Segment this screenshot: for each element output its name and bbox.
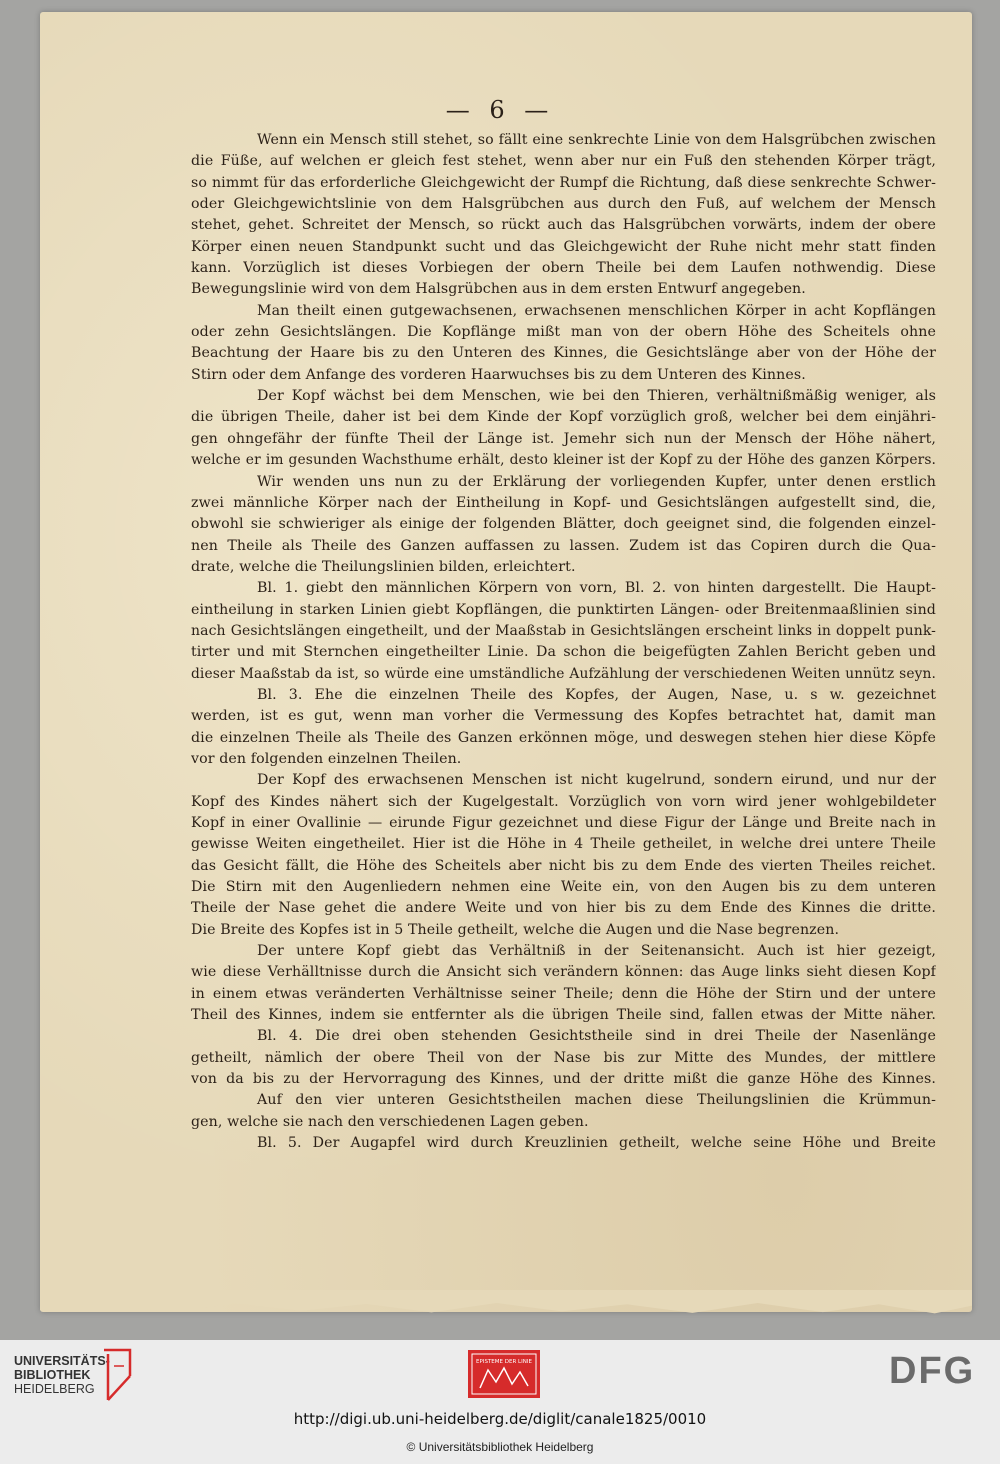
text-line: vor den folgenden einzelnen Theilen. [191,750,462,767]
text-line: kann. Vorzüglich ist dieses Vorbiegen der obern Theile bei dem Laufen nothwendig. Diese [191,260,936,277]
text-line: Der Kopf des erwachsenen Menschen ist nicht kugelrund, sondern eirund, und nur der [257,772,936,789]
text-line: die einzelnen Theile als Theile des Ganzen erkönnen möge, und deswegen stehen hier diese Köpfe [191,729,936,746]
text-line: Der untere Kopf giebt das Verhältniß in der Seitenansicht. Auch ist hier gezeigt, [257,943,936,960]
text-line: oder zehn Gesichtslängen. Die Kopflänge mißt man von der obern Höhe des Scheitels ohne [191,324,936,341]
text-line: Die Breite des Kopfes ist in 5 Theile getheilt, welche die Augen und die Nase begrenzen. [191,921,840,938]
text-line: Der Kopf wächst bei dem Menschen, wie bei den Thieren, verhältnißmäßig weniger, als [257,388,936,405]
text-line: Bl. 3. Ehe die einzelnen Theile des Kopfes, der Augen, Nase, u. s w. gezeichnet [257,686,936,703]
text-line: von da bis zu der Hervorragung des Kinnes, und der dritte mißt die ganze Höhe des Kinnes. [191,1071,936,1088]
text-line: welche er im gesunden Wachsthume erhält, desto kleiner ist der Kopf zu der Höhe des ganzen Körpers. [191,452,936,469]
page-text [191,130,936,1155]
text-line: werden, ist es gut, wenn man vorher die Vermessung des Kopfes betrachtet hat, damit man [191,708,936,725]
project-logo-icon [468,1350,540,1398]
library-name-line-3: HEIDELBERG [14,1382,95,1396]
text-line: dieser Maaßstab da ist, so würde eine umständliche Aufzählung der verschiedenen Weiten unnütz seyn. [191,665,936,682]
copyright-notice: © Universitätsbibliothek Heidelberg [406,1440,594,1454]
text-line: Bewegungslinie wird von dem Halsgrübchen aus in dem ersten Entwurf angegeben. [191,281,806,298]
project-logo-caption: EPISTEME DER LINIE [476,1359,532,1365]
text-line: nach Gesichtslängen eingetheilt, und der Maaßstab in Gesichtslängen erscheint links in doppelt punk- [191,622,936,639]
text-line: Bl. 4. Die drei oben stehenden Gesichtstheile sind in drei Theile der Nasenlänge [257,1028,936,1045]
text-line: oder Gleichgewichtslinie von dem Halsgrübchen aus durch den Fuß, auf welchem der Mensch [191,196,936,213]
library-name-line-1: UNIVERSITÄTS- [14,1354,110,1368]
text-line: drate, welche die Theilungslinien bilden, erleichtert. [191,558,576,575]
text-line: Auf den vier unteren Gesichtstheilen machen diese Theilungslinien die Krümmun- [257,1092,936,1109]
text-line: Theile der Nase gehet die andere Weite und von hier bis zu dem Ende des Kinnes die dritte. [191,900,936,917]
text-line: Beachtung der Haare bis zu den Unteren des Kinnes, die Gesichtslänge aber von der Höhe der [191,345,936,362]
text-line: gewisse Weiten eingetheilet. Hier ist die Höhe in 4 Theile getheilet, in welche drei untere Theile [191,836,936,853]
text-line: Theil des Kinnes, indem sie entfernter als die übrigen Theile sind, fallen etwas der Mitte näher. [191,1007,936,1024]
text-line: Wir wenden uns nun zu der Erklärung der vorliegenden Kupfer, unter denen erstlich [257,473,936,490]
text-line: Körper einen neuen Standpunkt sucht und das Gleichgewicht der Ruhe nicht mehr statt finden [191,238,936,255]
text-line: in einem etwas veränderten Verhältnisse seiner Theile; denn die Höhe der Stirn und der untere [191,985,936,1002]
text-line: Kopf des Kindes nähert sich der Kugelgestalt. Vorzüglich von vorn wird jener wohlgebildeter [191,793,936,810]
library-logo-icon[interactable] [100,1346,136,1404]
text-line: eintheilung in starken Linien giebt Kopflängen, die punktirten Längen- oder Breitenmaaßlinien sind [191,601,936,618]
text-line: die Füße, auf welchen er gleich fest stehet, wenn aber nur ein Fuß den stehenden Körper trägt, [191,153,936,170]
text-line: Die Stirn mit den Augenliedern nehmen eine Weite ein, von den Augen bis zu dem unteren [191,879,936,896]
text-line: getheilt, nämlich der obere Theil von der Nase bis zur Mitte des Mundes, der mittlere [191,1049,936,1066]
text-line: das Gesicht fällt, die Höhe des Scheitels aber nicht bis zu dem Ende des vierten Theiles reichet. [191,857,936,874]
text-line: Wenn ein Mensch still stehet, so fällt eine senkrechte Linie von dem Halsgrübchen zwischen [257,132,936,148]
page-number: — 6 — [445,96,555,124]
text-line: gen ohngefähr der fünfte Theil der Länge ist. Jemehr sich nun der Mensch der Höhe nähert, [191,430,936,447]
permalink-url[interactable]: http://digi.ub.uni-heidelberg.de/diglit/canale1825/0010 [293,1410,707,1428]
text-line: so nimmt für das erforderliche Gleichgewicht der Rumpf die Richtung, daß diese senkrechte Schwer- [191,174,936,191]
text-line: Man theilt einen gutgewachsenen, erwachsenen menschlichen Körper in acht Kopflängen [257,302,936,319]
text-line: wie diese Verhälltnisse durch die Ansicht sich verändern können: das Auge links sieht diesen Kopf [191,964,936,981]
text-line: zwei männliche Körper nach der Eintheilung in Kopf- und Gesichtslängen aufgestellt sind, die, [191,494,936,511]
text-line: stehet, gehet. Schreitet der Mensch, so rückt auch das Halsgrübchen vorwärts, indem der obere [191,217,936,234]
text-line: gen, welche sie nach den verschiedenen Lagen geben. [191,1113,589,1130]
text-line: Bl. 5. Der Augapfel wird durch Kreuzlinien getheilt, welche seine Höhe und Breite [257,1135,936,1152]
text-line: nen Theile als Theile des Ganzen auffassen zu lassen. Zudem ist das Copiren durch die Qua- [191,537,936,554]
library-name-line-2: BIBLIOTHEK [14,1368,91,1382]
text-line: tirter und mit Sternchen eingetheilter Linie. Da schon die beigefügten Zahlen Bericht geben und [191,644,936,661]
library-logo-text[interactable] [14,1354,110,1396]
project-logo[interactable] [468,1350,540,1398]
dfg-logo[interactable]: DFG [889,1350,976,1392]
text-line: die übrigen Theile, daher ist bei dem Kinde der Kopf vorzüglich groß, welcher bei dem einjähri- [191,409,936,426]
text-line: obwohl sie schwieriger als einige der folgenden Blätter, doch geeignet sind, die folgenden einzel- [191,516,936,533]
text-line: Bl. 1. giebt den männlichen Körpern von vorn, Bl. 2. von hinten dargestellt. Die Haupt- [257,580,936,597]
text-line: Kopf in einer Ovallinie — eirunde Figur gezeichnet und diese Figur der Länge und Breite nach in [191,815,936,831]
text-line: Stirn oder dem Anfange des vorderen Haarwuchses bis zu dem Unteren des Kinnes. [191,366,806,383]
